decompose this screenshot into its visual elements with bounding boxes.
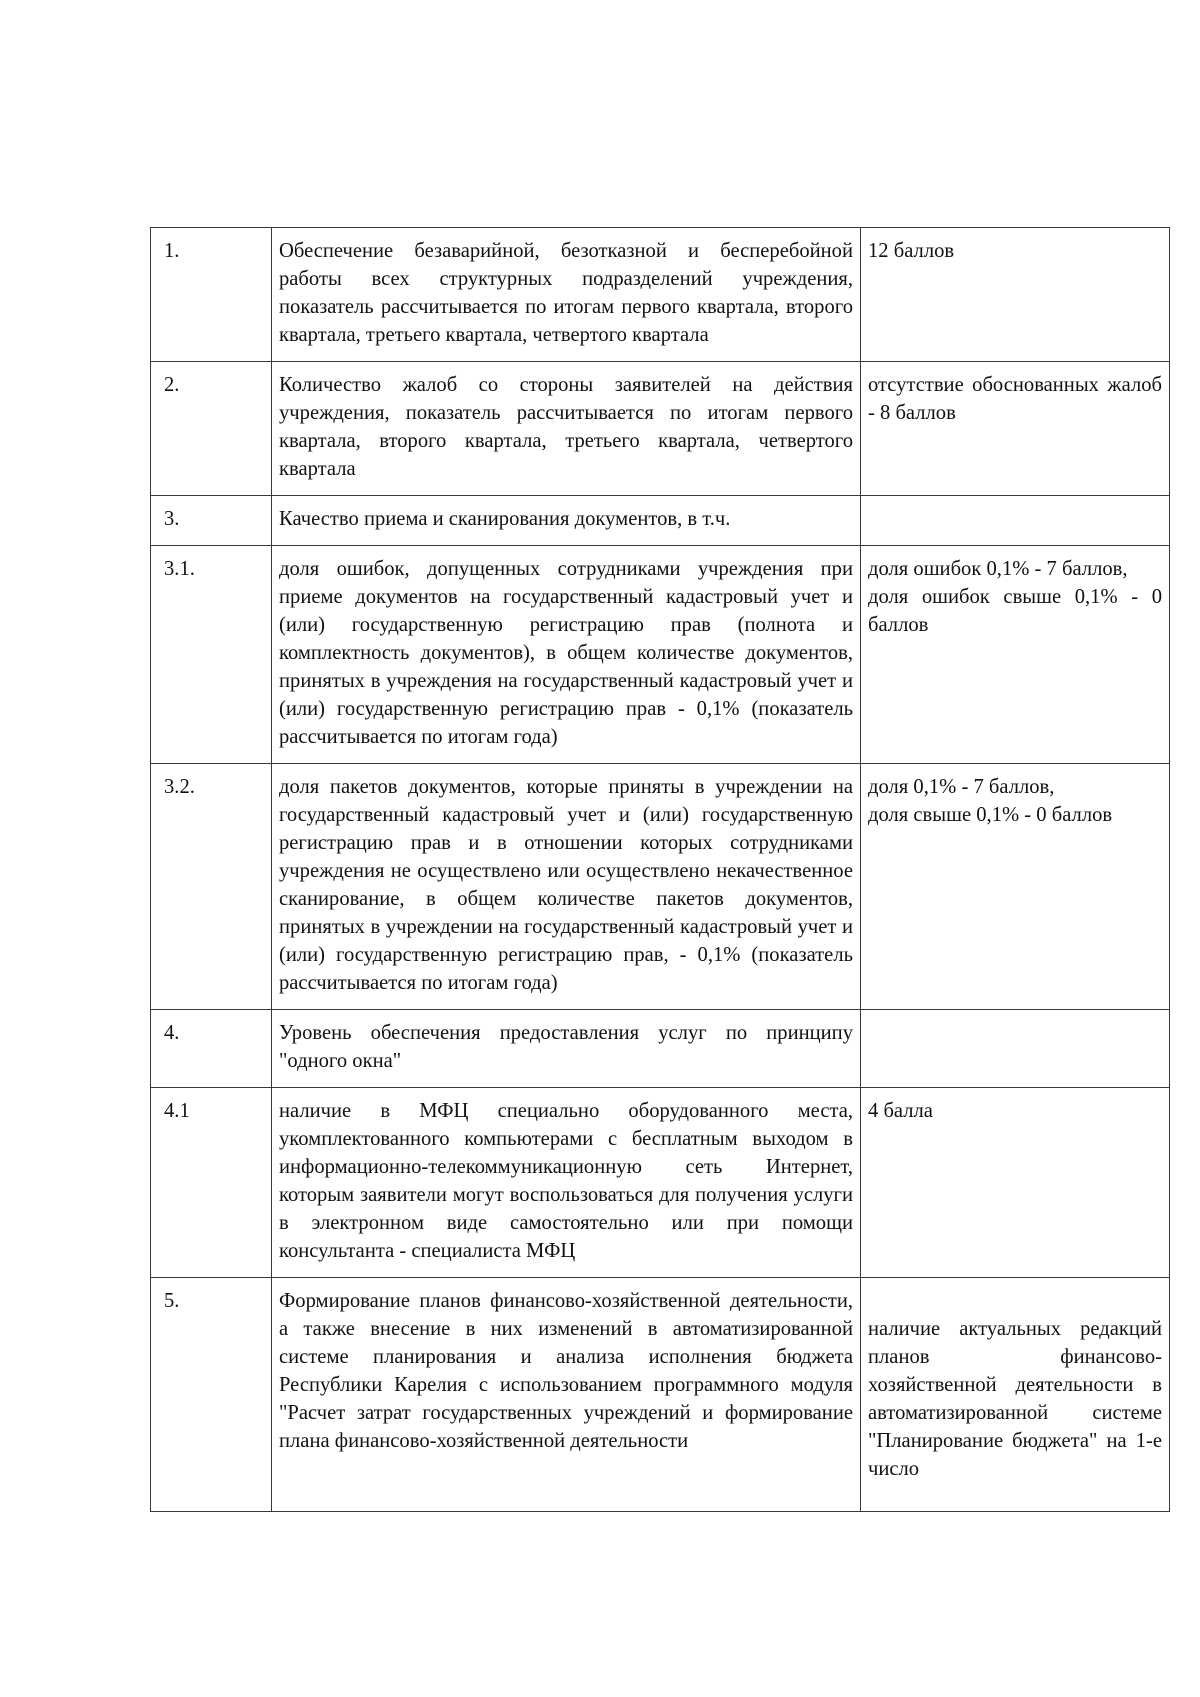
row-number: 2.	[151, 362, 272, 496]
table-row	[151, 228, 1170, 362]
table-row	[151, 1278, 1170, 1512]
score-text: доля ошибок 0,1% - 7 баллов, доля ошибок свыше 0,1% - 0 баллов	[861, 546, 1170, 764]
score-text	[861, 496, 1170, 546]
row-number: 4.	[151, 1010, 272, 1088]
score-text	[861, 1010, 1170, 1088]
score-text: 12 баллов	[861, 228, 1170, 362]
row-number: 3.1.	[151, 546, 272, 764]
score-text: отсутствие обоснованных жалоб - 8 баллов	[861, 362, 1170, 496]
row-number: 4.1	[151, 1088, 272, 1278]
table-row	[151, 1010, 1170, 1088]
row-number: 3.2.	[151, 764, 272, 1010]
indicator-text: доля пакетов документов, которые приняты в учреждении на государственный кадастровый учет и (или) государственную регистрацию прав и в отношении которых сотрудниками учреждения не осуществлено или осуществлено некачественное сканирование, в общем количестве пакетов документов, принятых в учреждении на государственный кадастровый учет и (или) государственную регистрацию прав, - 0,1% (показатель рассчитывается по итогам года)	[272, 764, 861, 1010]
indicator-text: Формирование планов финансово-хозяйственной деятельности, а также внесение в них изменений в автоматизированной системе планирования и анализа исполнения бюджета Республики Карелия с использованием программного модуля "Расчет затрат государственных учреждений и формирование плана финансово-хозяйственной деятельности	[279, 1290, 853, 1452]
score-text: наличие актуальных редакций планов финансово-хозяйственной деятельности в автоматизированной системе "Планирование бюджета" на 1-е число	[868, 1318, 1162, 1480]
indicator-text: Обеспечение безаварийной, безотказной и бесперебойной работы всех структурных подразделений учреждения, показатель рассчитывается по итогам первого квартала, второго квартала, третьего квартала, четвертого квартала	[272, 228, 861, 362]
row-number: 1.	[151, 228, 272, 362]
indicator-text: Уровень обеспечения предоставления услуг по принципу "одного окна"	[272, 1010, 861, 1088]
indicator-text: Количество жалоб со стороны заявителей на действия учреждения, показатель рассчитывается по итогам первого квартала, второго квартала, третьего квартала, четвертого квартала	[272, 362, 861, 496]
table-row	[151, 546, 1170, 764]
criteria-table	[150, 227, 1170, 1512]
indicator-text: Качество приема и сканирования документов, в т.ч.	[272, 496, 861, 546]
score-text: 4 балла	[861, 1088, 1170, 1278]
score-text: доля 0,1% - 7 баллов, доля свыше 0,1% - 0 баллов	[861, 764, 1170, 1010]
indicator-cell	[272, 1278, 861, 1512]
table-row	[151, 496, 1170, 546]
score-cell	[861, 1278, 1170, 1512]
table-row	[151, 1088, 1170, 1278]
table-row	[151, 764, 1170, 1010]
row-number: 5.	[151, 1278, 272, 1512]
row-number: 3.	[151, 496, 272, 546]
indicator-text: наличие в МФЦ специально оборудованного места, укомплектованного компьютерами с бесплатным выходом в информационно-телекоммуникационную сеть Интернет, которым заявители могут воспользоваться для получения услуги в электронном виде самостоятельно или при помощи консультанта - специалиста МФЦ	[272, 1088, 861, 1278]
table-row	[151, 362, 1170, 496]
indicator-text: доля ошибок, допущенных сотрудниками учреждения при приеме документов на государственный кадастровый учет и (или) государственную регистрацию прав (полнота и комплектность документов), в общем количестве документов, принятых в учреждения на государственный кадастровый учет и (или) государственную регистрацию прав - 0,1% (показатель рассчитывается по итогам года)	[272, 546, 861, 764]
